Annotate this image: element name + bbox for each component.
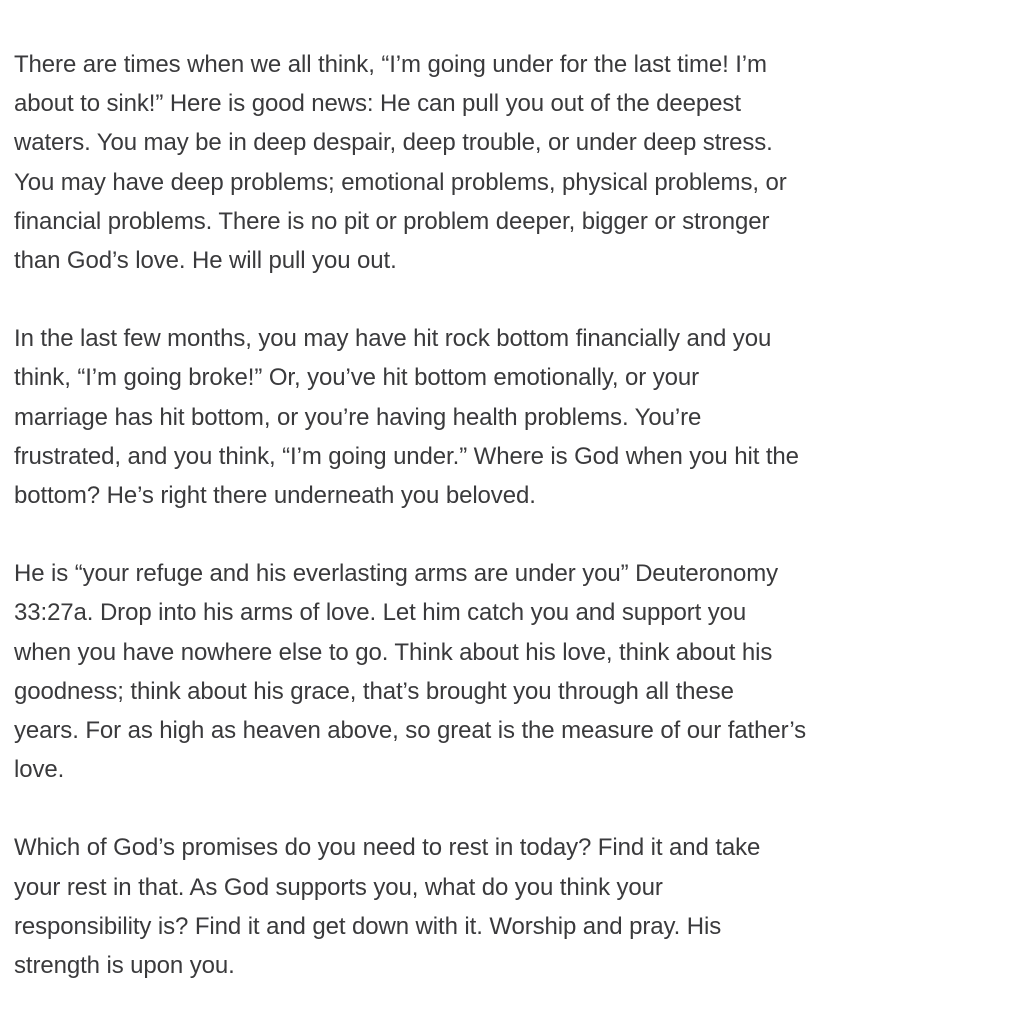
text-line: responsibility is? Find it and get down with it. Worship and pray. His: [14, 912, 722, 940]
text-line: There are times when we all think, “I’m going under for the last time! I’m: [14, 51, 767, 78]
text-line: strength is upon you.: [14, 952, 235, 980]
text-line: than God’s love. He will pull you out.: [14, 247, 397, 275]
text-line: goodness; think about his grace, that’s brought you through all these: [14, 677, 734, 705]
paragraph-2: [14, 319, 1014, 515]
text-line: Which of God’s promises do you need to rest in today? Find it and take: [14, 834, 761, 862]
text-line: He is “your refuge and his everlasting arms are under you” Deuteronomy: [14, 560, 779, 588]
text-line: frustrated, and you think, “I’m going under.” Where is God when you hit the: [14, 442, 799, 470]
text-line: your rest in that. As God supports you, what do you think your: [14, 873, 663, 901]
text-line: when you have nowhere else to go. Think about his love, think about his: [14, 638, 773, 666]
text-line: waters. You may be in deep despair, deep trouble, or under deep stress.: [14, 129, 773, 157]
paragraph-4: [14, 828, 1014, 985]
text-line: think, “I’m going broke!” Or, you’ve hit bottom emotionally, or your: [14, 364, 700, 392]
text-line: financial problems. There is no pit or problem deeper, bigger or stronger: [14, 207, 770, 235]
text-line: years. For as high as heaven above, so great is the measure of our father’s: [14, 717, 807, 745]
text-line: love.: [14, 756, 65, 784]
paragraph-3: [14, 554, 1014, 789]
text-line: bottom? He’s right there underneath you beloved.: [14, 482, 536, 510]
text-line: marriage has hit bottom, or you’re having health problems. You’re: [14, 403, 702, 431]
text-line: In the last few months, you may have hit rock bottom financially and you: [14, 325, 772, 353]
devotional-text: [14, 45, 1014, 1024]
text-line: 33:27a. Drop into his arms of love. Let him catch you and support you: [14, 599, 747, 627]
text-line: You may have deep problems; emotional problems, physical problems, or: [14, 168, 787, 196]
paragraph-1: [14, 45, 1014, 280]
text-line: about to sink!” Here is good news: He can pull you out of the deepest: [14, 90, 741, 118]
